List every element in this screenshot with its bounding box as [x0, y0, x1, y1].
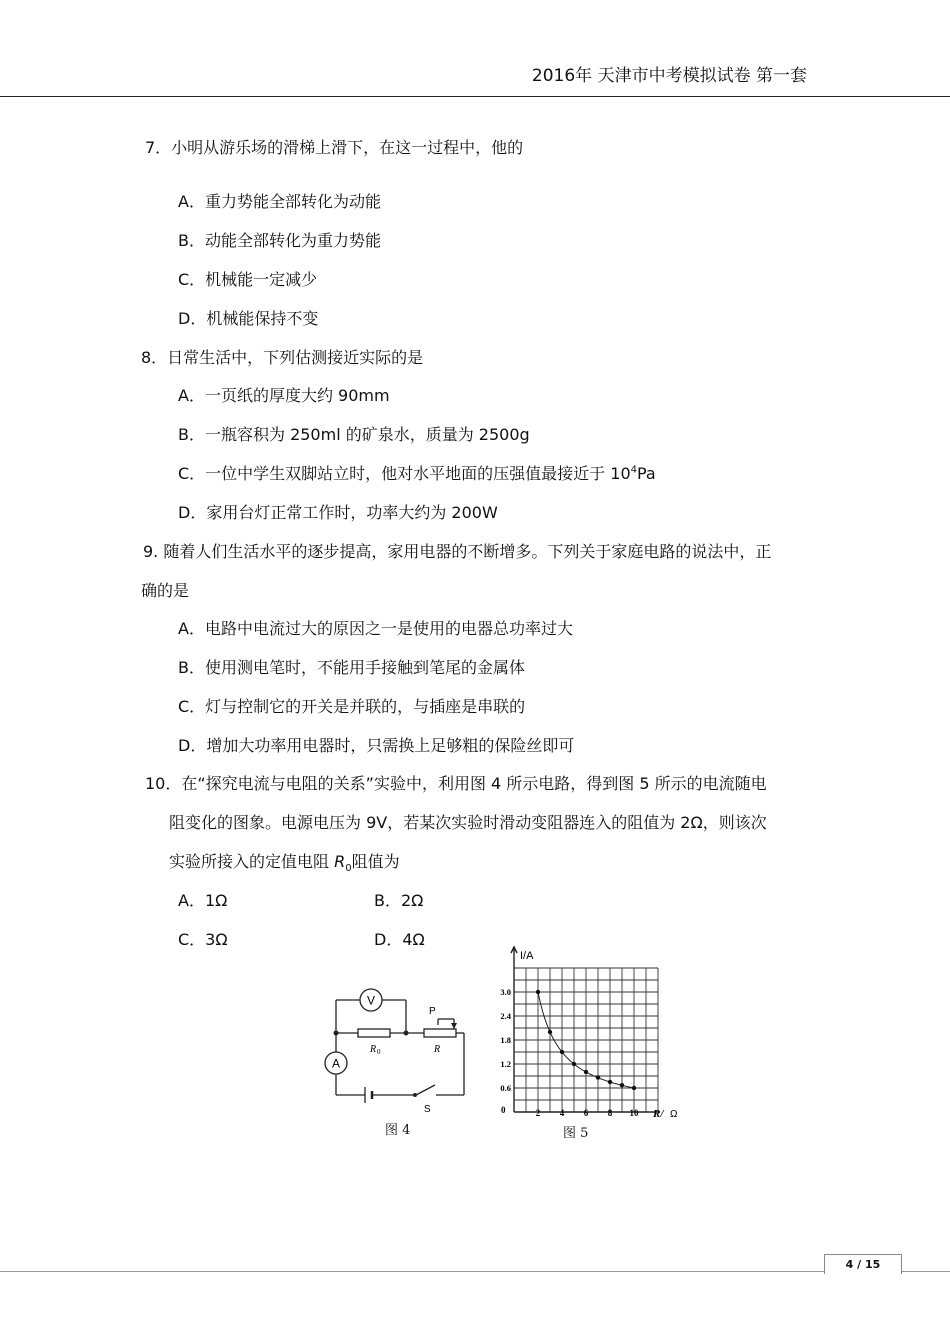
q9-stem-line2: 确的是 — [141, 581, 190, 600]
q10-stem-line3 — [169, 849, 400, 874]
q8-option-c — [178, 461, 656, 484]
y-tick-label: 3.0 — [500, 987, 511, 997]
q7-option-c: C．机械能一定减少 — [178, 270, 318, 289]
y-tick-label: 2.4 — [500, 1011, 511, 1021]
y-axis-label: I/A — [520, 950, 534, 962]
data-point — [536, 990, 540, 994]
q10-r0-subscript: 0 — [345, 863, 352, 875]
x-axis-label: R/ — [653, 1108, 664, 1120]
q10-stem-line1: 10．在“探究电流与电阻的关系”实验中，利用图 4 所示电路，得到图 5 所示的电流随电 — [145, 774, 767, 793]
rheostat-label: R — [434, 1044, 441, 1055]
q7-option-b: B．动能全部转化为重力势能 — [178, 231, 381, 250]
switch-lever — [416, 1085, 435, 1095]
q9-option-d: D．增加大功率用电器时，只需换上足够粗的保险丝即可 — [178, 736, 575, 755]
rheostat-resistor — [424, 1029, 456, 1037]
chart-axes — [511, 947, 660, 1112]
data-point — [584, 1070, 588, 1074]
y-tick-label: 1.8 — [500, 1035, 511, 1045]
origin-label: 0 — [501, 1105, 506, 1115]
q7-option-d: D．机械能保持不变 — [178, 309, 319, 328]
ammeter-label: A — [331, 1056, 341, 1071]
data-point — [620, 1083, 624, 1087]
slider-p-label: P — [429, 1006, 436, 1017]
q10-stem-tail: 阻值为 — [351, 852, 400, 871]
q8-stem: 8．日常生活中，下列估测接近实际的是 — [141, 348, 424, 367]
footer-divider — [0, 1271, 950, 1272]
q10-option-a: A．1Ω — [178, 891, 228, 910]
r0-resistor — [358, 1029, 390, 1037]
data-point — [572, 1062, 576, 1066]
fig5-caption: 图 5 — [563, 1126, 589, 1141]
page-number: 4 / 15 — [824, 1254, 902, 1274]
data-point — [548, 1030, 552, 1034]
x-tick-label: 4 — [559, 1108, 565, 1118]
data-point — [632, 1086, 636, 1090]
x-tick-label: 10 — [629, 1108, 639, 1118]
q7-option-a: A．重力势能全部转化为动能 — [178, 192, 381, 211]
x-tick-label: 8 — [607, 1108, 613, 1118]
q7-stem: 7．小明从游乐场的滑梯上滑下，在这一过程中，他的 — [145, 138, 524, 157]
page-header-title: 2016年 天津市中考模拟试卷 第一套 — [531, 66, 807, 86]
data-point — [608, 1080, 612, 1084]
q9-stem-line1: 9. 随着人们生活水平的逐步提高，家用电器的不断增多。下列关于家庭电路的说法中，正 — [143, 542, 772, 561]
q10-r0-symbol: R — [334, 852, 346, 871]
data-point — [560, 1050, 564, 1054]
circuit-diagram — [320, 985, 480, 1115]
q9-option-b: B．使用测电笔时，不能用手接触到笔尾的金属体 — [178, 658, 525, 677]
current-resistance-chart — [490, 945, 690, 1120]
q10-option-c: C．3Ω — [178, 930, 228, 949]
y-tick-label: 0.6 — [500, 1083, 511, 1093]
r0-subscript: 0 — [377, 1048, 381, 1056]
voltmeter-label: V — [366, 993, 376, 1008]
fig4-caption: 图 4 — [385, 1123, 411, 1138]
q8-option-c-text: C．一位中学生双脚站立时，他对水平地面的压强值最接近于 10 — [178, 464, 631, 483]
r0-label: R — [370, 1044, 377, 1055]
q10-stem-line2: 阻变化的图象。电源电压为 9V，若某次实验时滑动变阻器连入的阻值为 2Ω，则该次 — [169, 813, 767, 832]
q8-option-d: D．家用台灯正常工作时，功率大约为 200W — [178, 503, 498, 522]
switch-label: S — [424, 1104, 431, 1115]
q8-option-b: B．一瓶容积为 250ml 的矿泉水，质量为 2500g — [178, 425, 530, 444]
chart-grid — [514, 968, 658, 1112]
q9-option-c: C．灯与控制它的开关是并联的，与插座是串联的 — [178, 697, 526, 716]
q8-option-a: A．一页纸的厚度大约 90mm — [178, 386, 390, 405]
data-point — [596, 1075, 600, 1079]
q9-option-a: A．电路中电流过大的原因之一是使用的电器总功率过大 — [178, 619, 573, 638]
x-axis-unit: Ω — [670, 1109, 678, 1120]
q10-stem-text: 实验所接入的定值电阻 — [169, 852, 335, 871]
x-tick-label: 2 — [535, 1108, 541, 1118]
q8-option-c-unit: Pa — [637, 464, 656, 483]
q8-option-c-exponent: 4 — [630, 464, 637, 476]
q10-option-d: D．4Ω — [374, 930, 425, 949]
x-tick-label: 6 — [583, 1108, 589, 1118]
y-tick-label: 1.2 — [500, 1059, 511, 1069]
header-divider — [0, 96, 950, 97]
q10-option-b: B．2Ω — [374, 891, 424, 910]
